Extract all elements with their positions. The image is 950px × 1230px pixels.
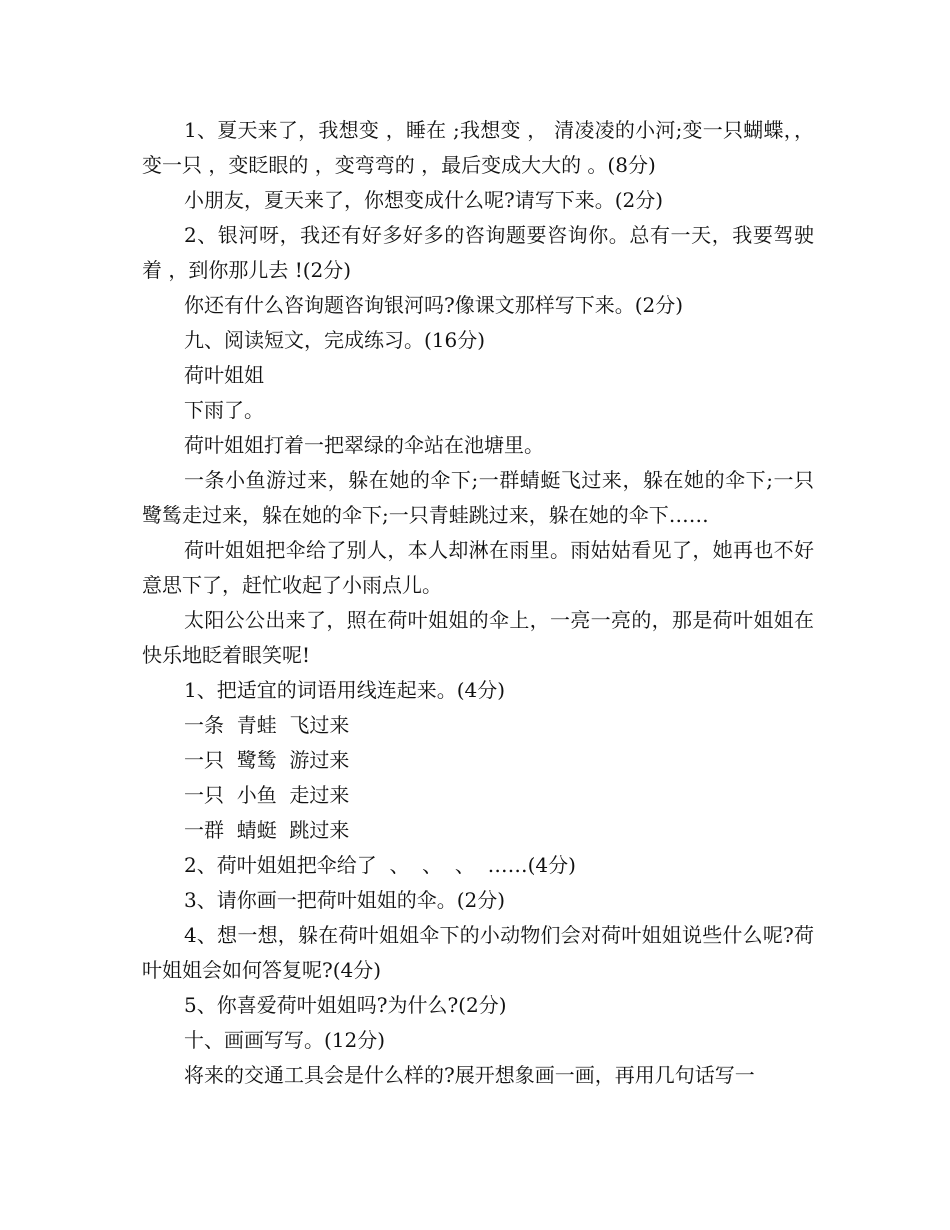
matching-row: 一只 小鱼 走过来 (184, 783, 350, 807)
exercise-2: 2、荷叶姐姐把伞给了 、 、 、 ……(4分) (184, 853, 576, 877)
passage-paragraph: 太阳公公出来了，照在荷叶姐姐的伞上，一亮一亮的，那是荷叶姐姐在快乐地眨着眼笑呢! (142, 608, 814, 667)
question-2-prompt: 你还有什么咨询题咨询银河吗?像课文那样写下来。(2分) (184, 293, 684, 317)
matching-row: 一只 鹭鸶 游过来 (184, 748, 350, 772)
exercise-1-heading: 1、把适宜的词语用线连起来。(4分) (184, 678, 506, 702)
section-10-heading: 十、画画写写。(12分) (184, 1028, 386, 1052)
matching-row: 一条 青蛙 飞过来 (184, 713, 350, 737)
question-1-fill-blanks: 1、夏天来了，我想变 ，睡在 ;我想变 ， 清凌凌的小河;变一只蝴蝶，，变一只 ，变眨眼的 ，变弯弯的 ，最后变成大大的 。(8分) (142, 118, 814, 177)
exercise-4: 4、想一想，躲在荷叶姐姐伞下的小动物们会对荷叶姐姐说些什么呢?荷叶姐姐会如何答复呢?(4分) (142, 923, 814, 982)
passage-title: 荷叶姐姐 (184, 363, 264, 387)
exercise-3: 3、请你画一把荷叶姐姐的伞。(2分) (184, 888, 506, 912)
passage-paragraph: 下雨了。 (184, 398, 264, 422)
matching-row: 一群 蜻蜓 跳过来 (184, 818, 350, 842)
section-9-heading: 九、阅读短文，完成练习。(16分) (184, 328, 486, 352)
passage-paragraph: 荷叶姐姐打着一把翠绿的伞站在池塘里。 (184, 433, 544, 457)
section-10-prompt: 将来的交通工具会是什么样的?展开想象画一画，再用几句话写一 (184, 1063, 755, 1087)
question-1-prompt: 小朋友，夏天来了，你想变成什么呢?请写下来。(2分) (184, 188, 664, 212)
question-2-fill-blanks: 2、银河呀，我还有好多好多的咨询题要咨询你。总有一天，我要驾驶着 ，到你那儿去 !(2分) (142, 223, 814, 282)
passage-paragraph: 荷叶姐姐把伞给了别人，本人却淋在雨里。雨姑姑看见了，她再也不好意思下了，赶忙收起了小雨点儿。 (142, 538, 814, 597)
document-body (142, 113, 814, 1093)
exercise-5: 5、你喜爱荷叶姐姐吗?为什么?(2分) (184, 993, 507, 1017)
passage-paragraph: 一条小鱼游过来，躲在她的伞下;一群蜻蜓飞过来，躲在她的伞下;一只鹭鸶走过来，躲在她的伞下;一只青蛙跳过来，躲在她的伞下…… (142, 468, 814, 527)
